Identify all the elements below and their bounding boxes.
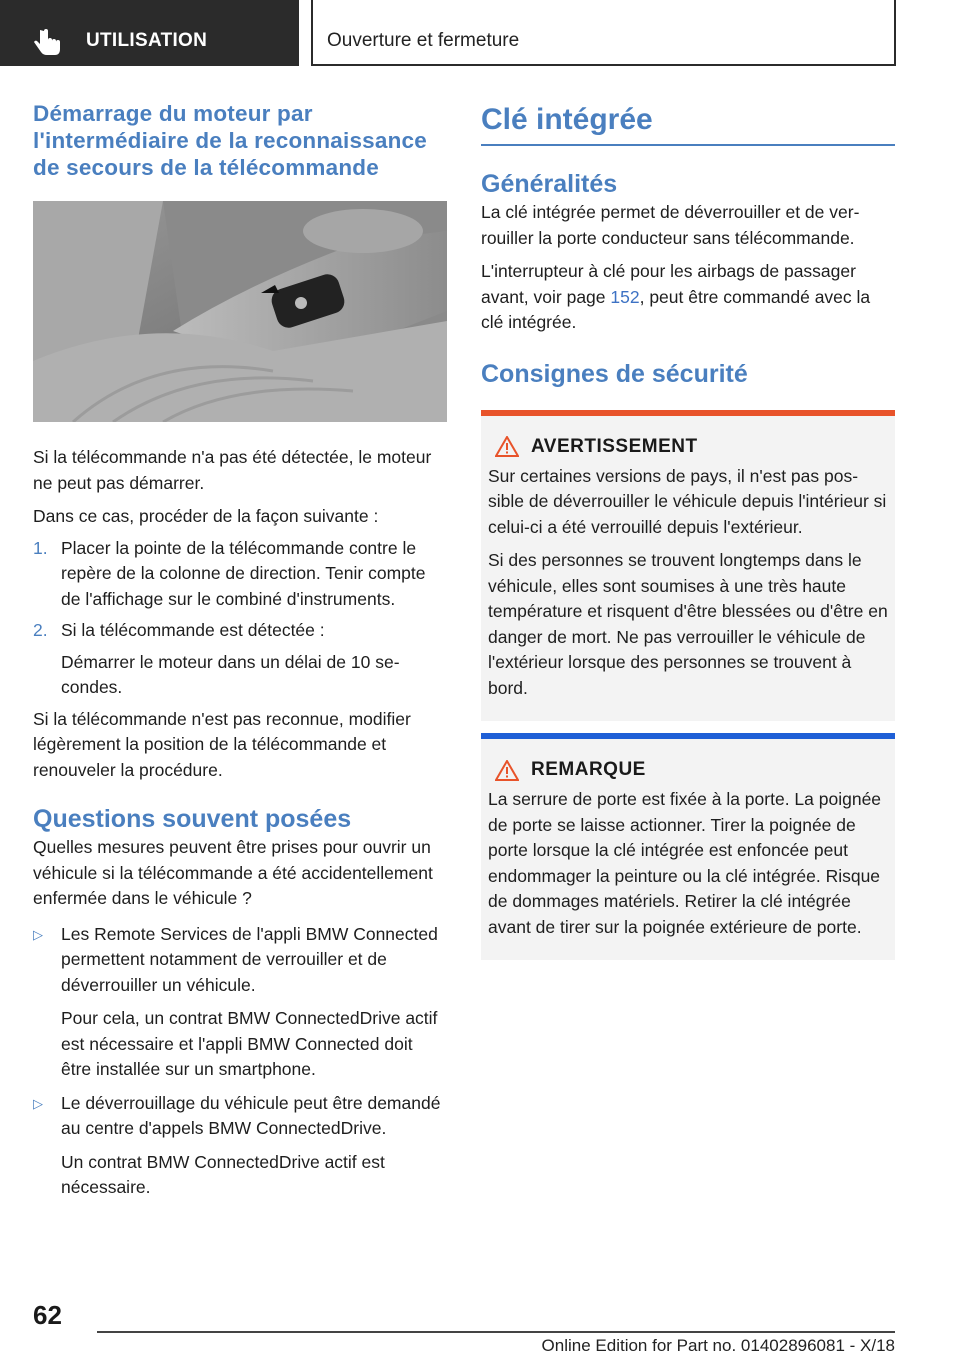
step-number: 1. [33,537,48,558]
warning-triangle-icon [495,436,519,457]
right-column [481,100,895,960]
notice-label [488,759,888,781]
procedure-intro: Dans ce cas, procéder de la façon suivante : [33,506,379,526]
procedure-steps [33,536,447,644]
section-tab [0,0,299,66]
warning-label [488,436,888,458]
page-link[interactable]: 152 [610,286,640,307]
notice-title: REMARQUE [531,759,646,780]
footer-rule [97,1331,895,1333]
airbag-text-end: , peut être commandé avec la clé intégrée. [481,286,871,332]
page-number: 62 [33,1300,62,1330]
warning-box [481,410,895,722]
list-item [33,922,447,1083]
faq-question: Quelles mesures peuvent être prises pour ouvrir un véhicule si la télécommande a été accidentellement enfermée dans le véhicule ? [33,837,433,908]
triangle-bullet-icon: ▷ [33,1095,43,1111]
step-text: Si la télécommande est détectée : [61,620,325,640]
heading-rule [481,144,895,146]
list-item [33,536,447,613]
answer-text: Le déverrouillage du véhicule peut être demandé au centre d'appels BMW ConnectedDrive. [61,1092,441,1138]
general-paragraph: La clé intégrée permet de déverrouiller et de verrouiller la porte conducteur sans télécommande. [481,202,860,248]
faq-heading: Questions souvent posées [33,805,352,833]
list-item [33,618,447,644]
warning-text-1: Sur certaines versions de pays, il n'est pas possible de déverrouiller le véhicule depuis l'intérieur si celui-ci a été verrouillé depuis l'extérieur. [488,465,887,537]
airbag-text: L'interrupteur à clé pour les airbags de passager avant, voir page [481,261,856,307]
answer-text: Les Remote Services de l'appli BMW Connected permettent notamment de verrouiller et de déverrouiller un véhicule. [61,923,438,995]
general-heading: Généralités [481,170,618,198]
airbag-paragraph [481,259,895,336]
intro-paragraph: Si la télécommande n'a pas été détectée, le moteur ne peut pas démarrer. [33,447,432,493]
triangle-bullet-icon: ▷ [33,926,43,942]
notice-text: La serrure de porte est fixée à la porte. La poignée de porte se laisse actionner. Tirer la poignée de porte lorsque la clé intégrée est enfoncée peut endommager la peinture ou la clé intégrée. Risque de dommages matériels. Retirer la clé intégrée avant de tirer sur la poignée extérieure de porte. [488,789,882,937]
notice-triangle-icon [495,760,519,781]
list-item [33,1091,447,1201]
integrated-key-heading: Clé intégrée [481,103,653,136]
emergency-start-heading: Démarrage du moteur par l'intermédiaire de la reconnaissance de secours de la télécommande [33,101,427,180]
step2-detail: Démarrer le moteur dans un délai de 10 secondes. [61,651,400,697]
edition-text: Online Edition for Part no. 01402896081 - X/18 [541,1336,895,1355]
faq-answers [33,922,447,1201]
warning-title: AVERTISSEMENT [531,435,698,457]
step-number: 2. [33,620,48,640]
page-header [0,0,960,66]
left-column [33,100,447,1209]
steering-column-photo [33,201,447,422]
answer-detail: Un contrat BMW ConnectedDrive actif est nécessaire. [61,1151,385,1197]
chapter-tab [311,0,896,66]
answer-detail: Pour cela, un contrat BMW ConnectedDrive actif est nécessaire et l'appli BMW Connected doit être installée sur un smartphone. [61,1008,438,1079]
chapter-title: Ouverture et fermeture [327,30,520,51]
retry-paragraph: Si la télécommande n'est pas reconnue, modifier légèrement la position de la télécommande et renouveler la procédure. [33,708,411,780]
hand-pointer-icon [34,28,66,56]
warning-text-2: Si des personnes se trouvent longtemps dans le véhicule, elles sont soumises à une très haute température et risquent d'être blessées ou d'être en danger de mort. Ne pas verrouiller le véhicule de l'extérieur lorsque des personnes se trouvent à bord. [488,550,888,698]
step-text: Placer la pointe de la télécommande contre le repère de la colonne de direction. Tenir compte de l'affichage sur le combiné d'instruments. [61,537,426,609]
notice-box [481,733,895,960]
section-title: UTILISATION [86,30,208,51]
safety-heading: Consignes de sécurité [481,359,748,388]
